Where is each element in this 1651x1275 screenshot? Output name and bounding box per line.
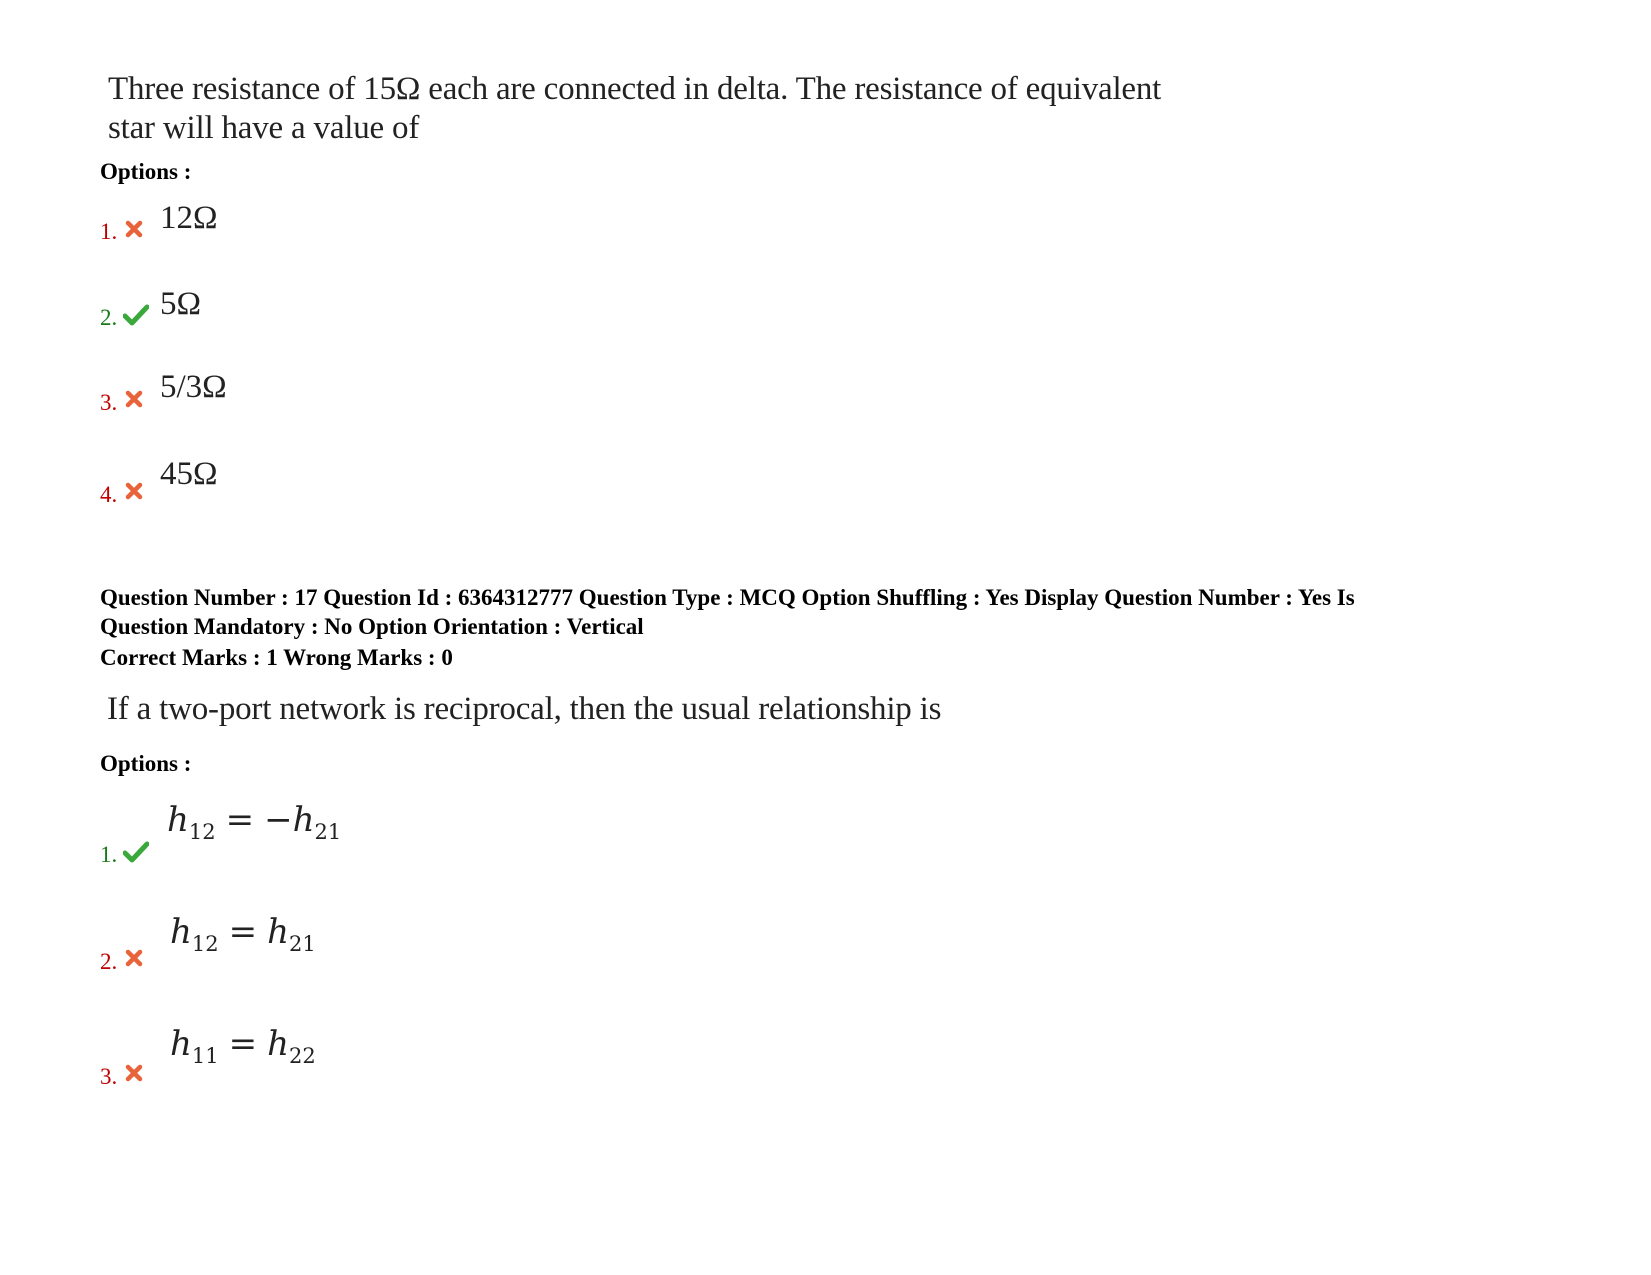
q17-option-1 bbox=[100, 800, 500, 870]
question-17-meta-line2: Question Mandatory : No Option Orientation : Vertical bbox=[100, 614, 644, 639]
eq-lhs: h bbox=[170, 1024, 192, 1064]
eq-rhs-prefix: − bbox=[264, 800, 293, 840]
eq-rhs-sub: 21 bbox=[314, 820, 342, 844]
eq-lhs-sub: 12 bbox=[188, 820, 216, 844]
question-16-text-line2: star will have a value of bbox=[108, 110, 420, 146]
option-equation bbox=[170, 1024, 316, 1068]
eq-lhs-sub: 11 bbox=[191, 1044, 219, 1068]
eq-lhs: h bbox=[167, 800, 189, 840]
question-17-meta-line1: Question Number : 17 Question Id : 6364312777 Question Type : MCQ Option Shuffling : Yes Display Question Number : Yes Is bbox=[100, 585, 1355, 610]
option-value: 12Ω bbox=[160, 200, 218, 236]
cross-icon bbox=[125, 1064, 143, 1087]
option-value: 45Ω bbox=[160, 456, 218, 492]
q16-option-4 bbox=[100, 456, 400, 511]
eq-lhs: h bbox=[170, 912, 192, 952]
eq-rhs: h bbox=[292, 800, 315, 840]
question-17-marks: Correct Marks : 1 Wrong Marks : 0 bbox=[100, 645, 453, 670]
question-16-text bbox=[108, 70, 1161, 148]
eq-rhs-sub: 22 bbox=[289, 1044, 316, 1068]
option-value: 5/3Ω bbox=[160, 369, 227, 405]
cross-icon bbox=[125, 220, 143, 243]
question-17-text: If a two-port network is reciprocal, then the usual relationship is bbox=[107, 691, 942, 727]
question-16-text-line1: Three resistance of 15Ω each are connected in delta. The resistance of equivalent bbox=[108, 71, 1162, 107]
cross-icon bbox=[125, 482, 143, 505]
q16-option-3 bbox=[100, 369, 400, 419]
option-number: 3. bbox=[100, 390, 118, 415]
option-number: 2. bbox=[100, 305, 118, 330]
option-number: 4. bbox=[100, 482, 118, 507]
eq-op: = bbox=[228, 1024, 258, 1064]
question-17-meta bbox=[100, 583, 1520, 641]
eq-op: = bbox=[225, 800, 255, 840]
option-number: 3. bbox=[100, 1064, 118, 1089]
eq-rhs: h bbox=[267, 912, 290, 952]
check-icon bbox=[123, 304, 149, 331]
q16-option-2 bbox=[100, 286, 400, 336]
option-number: 1. bbox=[100, 842, 118, 867]
option-value: 5Ω bbox=[160, 286, 202, 322]
options-label: Options : bbox=[100, 751, 192, 776]
check-icon bbox=[123, 841, 149, 868]
eq-rhs: h bbox=[267, 1024, 290, 1064]
option-number: 2. bbox=[100, 949, 118, 974]
q17-option-2 bbox=[100, 912, 500, 982]
options-label: Options : bbox=[100, 159, 192, 184]
cross-icon bbox=[125, 949, 143, 972]
option-equation bbox=[167, 800, 342, 844]
eq-lhs-sub: 12 bbox=[191, 932, 219, 956]
option-equation bbox=[170, 912, 316, 956]
eq-rhs-sub: 21 bbox=[289, 932, 316, 956]
eq-op: = bbox=[228, 912, 258, 952]
q17-option-3 bbox=[100, 1024, 500, 1094]
cross-icon bbox=[125, 390, 143, 413]
option-number: 1. bbox=[100, 219, 118, 244]
q16-option-1 bbox=[100, 200, 400, 250]
